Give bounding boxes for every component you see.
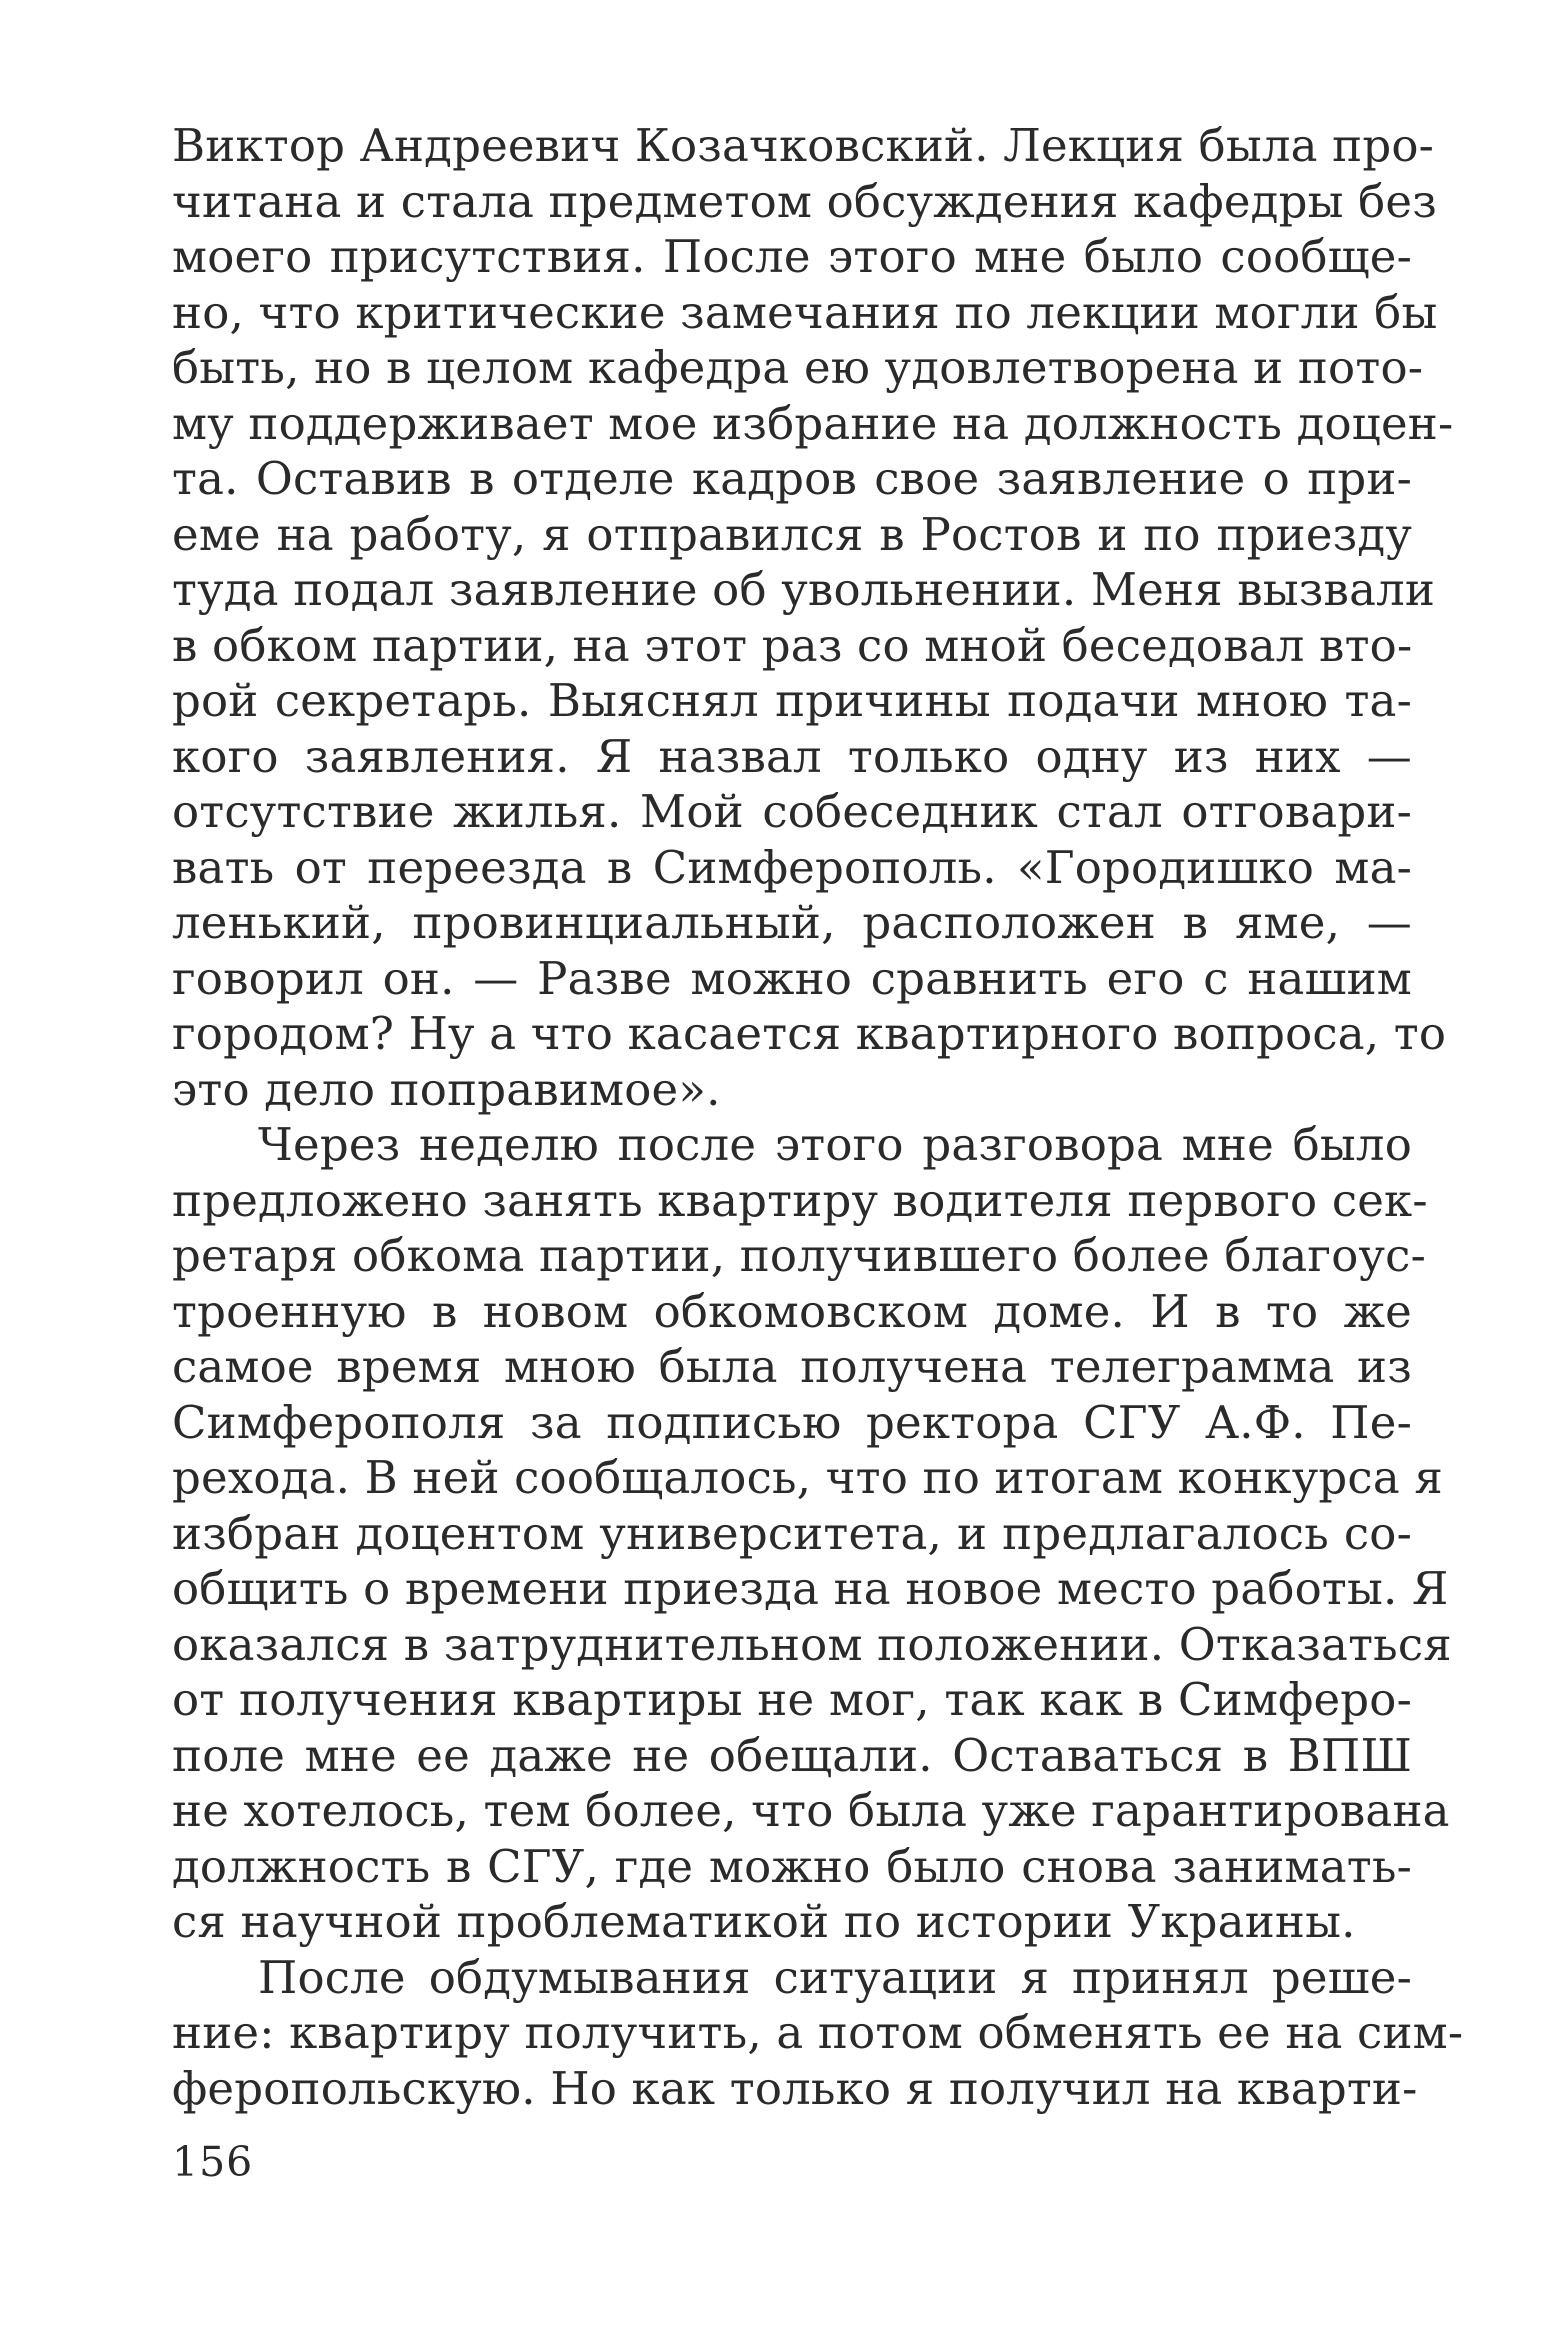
- paragraph-2: [172, 1117, 1452, 1950]
- text-line: ленький, провинциальный, расположен в яме, —: [172, 896, 1412, 949]
- page-number: 156: [172, 2138, 254, 2186]
- text-line: Симферополя за подписью ректора СГУ А.Ф. Пе-: [172, 1395, 1412, 1449]
- text-line: моего присутствия. После этого мне было сообще-: [172, 230, 1412, 283]
- text-line: оказался в затруднительном положении. Отказаться: [172, 1617, 1452, 1671]
- text-line: в обком партии, на этот раз со мной беседовал вто-: [172, 618, 1413, 672]
- text-line: рой секретарь. Выяснял причины подачи мною та-: [172, 674, 1412, 727]
- paragraph-3: [172, 1950, 1464, 2117]
- text-line: еме на работу, я отправился в Ростов и по приезду: [172, 507, 1412, 561]
- text-line: избран доцентом университета, и предлагалось со-: [172, 1506, 1412, 1560]
- text-line: му поддерживает мое избрание на должность доцен-: [172, 396, 1454, 450]
- text-line: быть, но в целом кафедра ею удовлетворена и пото-: [172, 341, 1424, 394]
- text-line: После обдумывания ситуации я принял реше-: [258, 1950, 1412, 2004]
- text-line: феропольскую. Но как только я получил на кварти-: [172, 2061, 1418, 2115]
- text-line: та. Оставив в отделе кадров свое заявление о при-: [172, 452, 1412, 505]
- text-line: предложено занять квартиру водителя первого сек-: [172, 1173, 1428, 1227]
- text-line: рехода. В ней сообщалось, что по итогам конкурса я: [172, 1451, 1443, 1504]
- text-line: туда подал заявление об увольнении. Меня вызвали: [172, 563, 1436, 616]
- text-line: кого заявления. Я назвал только одну из них —: [172, 729, 1412, 783]
- text-line: не хотелось, тем более, что была уже гарантирована: [172, 1784, 1450, 1837]
- body-text: [172, 118, 1464, 2116]
- text-line: должность в СГУ, где можно было снова занимать-: [172, 1839, 1412, 1893]
- text-line: читана и стала предметом обсуждения кафедры без: [172, 174, 1437, 228]
- text-line: ние: квартиру получить, а потом обменять ее на сим-: [172, 2006, 1464, 2059]
- text-line: вать от переезда в Симферополь. «Городишко ма-: [172, 840, 1412, 894]
- text-line: общить о времени приезда на новое место работы. Я: [172, 1562, 1449, 1615]
- text-line: городом? Ну а что касается квартирного вопроса, то: [172, 1007, 1447, 1060]
- text-line: Через неделю после этого разговора мне было: [258, 1118, 1412, 1171]
- text-line: но, что критические замечания по лекции могли бы: [172, 285, 1438, 339]
- text-line: ретаря обкома партии, получившего более благоус-: [172, 1229, 1426, 1282]
- text-line: это дело поправимое».: [172, 1062, 721, 1116]
- text-line: отсутствие жилья. Мой собеседник стал отговари-: [172, 785, 1412, 838]
- text-line: самое время мною была получена телеграмма из: [172, 1340, 1412, 1393]
- text-line: ся научной проблематикой по истории Украины.: [172, 1895, 1356, 1948]
- paragraph-1: [172, 118, 1454, 1117]
- text-line: Виктор Андреевич Козачковский. Лекция была про-: [172, 119, 1435, 172]
- text-line: говорил он. — Разве можно сравнить его с нашим: [172, 951, 1412, 1005]
- text-line: поле мне ее даже не обещали. Оставаться в ВПШ: [172, 1728, 1412, 1782]
- text-line: от получения квартиры не мог, так как в Симферо-: [172, 1673, 1412, 1726]
- text-line: троенную в новом обкомовском доме. И в то же: [172, 1284, 1412, 1338]
